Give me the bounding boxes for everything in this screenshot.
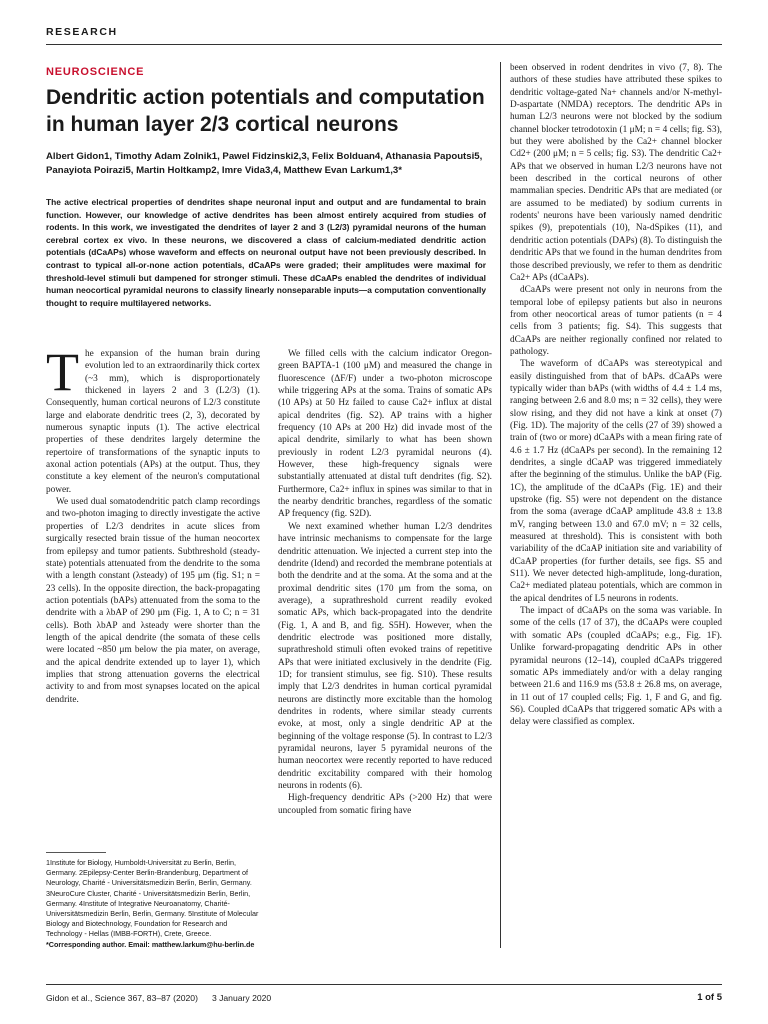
footnotes bbox=[46, 858, 260, 950]
body-column-2 bbox=[278, 348, 492, 817]
header-divider bbox=[46, 44, 722, 45]
author-list: Albert Gidon1, Timothy Adam Zolnik1, Pawel Fidzinski2,3, Felix Bolduan4, Athanasia Papoutsi5, Panayiota Poirazi5, Martin Holtkamp2, Imre Vida3,4, Matthew Evan Larkum1,3* bbox=[46, 151, 483, 176]
body-column-1 bbox=[46, 342, 260, 706]
section-header: RESEARCH bbox=[46, 26, 118, 38]
affiliations: 1Institute for Biology, Humboldt-Universität zu Berlin, Berlin, Germany. 2Epilepsy-Center Berlin-Brandenburg, Department of Neurology, Charité - Universitätsmedizin Berlin, Berlin, Germany. 3NeuroCure Cluster, Charité - Universitätsmedizin Berlin, Berlin, Germany. 4Institute of Integrative Neuroanatomy, Charité-Universitätsmedizin Berlin, Berlin, Germany. 5Institute of Molecular Biology and Biotechnology, Foundation for Research and Technology - Hellas (IMBB-FORTH), Crete, Greece. bbox=[46, 858, 259, 939]
column-divider bbox=[500, 62, 501, 948]
issue-date: 3 January 2020 bbox=[211, 993, 272, 1003]
corresponding-author: *Corresponding author. Email: matthew.larkum@hu-berlin.de bbox=[46, 939, 255, 949]
paragraph: been observed in rodent dendrites in vivo (7, 8). The authors of these studies have attributed these spikes to dendritic voltage-gated Na+ channels and/or N-methyl-D-aspartate (NMDA) receptors. The dendritic APs in human L2/3 neurons were not blocked by the sodium channel blocker tetrodotoxin (1 μM; n = 4 cells; fig. S3), but they were abolished by the Ca2+ channel blocker Cd2+ (200 μM; n = 5 cells; fig. S3). The dendritic Ca2+ APs that we observed in human L2/3 neurons have not been described in the cortical neurons of other mammalian species. Dendritic APs that are mediated (or are assumed to be mediated) by sodium currents in rodents' neurons have been variously named dendritic spikes (9), prepotentials (10), Na-dSpikes (11), and dendritic action potentials (DAPs) (8). To distinguish the dendritic APs that we found in the human dendrites from those described previously, we refer to them as dendritic Ca2+ APs (dCaAPs). bbox=[510, 63, 722, 283]
paragraph: High-frequency dendritic APs (>200 Hz) that were uncoupled from somatic firing have bbox=[278, 793, 492, 816]
footer-divider bbox=[46, 984, 722, 985]
article-title: Dendritic action potentials and computation in human layer 2/3 cortical neurons bbox=[46, 86, 485, 136]
abstract: The active electrical properties of dendrites shape neuronal input and output and are fundamental to brain function. However, our knowledge of active dendrites has been almost entirely acquired from studies of rodents. In this work, we investigated the dendrites of layer 2 and 3 (L2/3) pyramidal neurons of the human cerebral cortex ex vivo. In these neurons, we discovered a class of calcium-mediated dendritic action potentials (dCaAPs) whose waveform and effects on neuronal output have not been previously described. In contrast to typical all-or-none action potentials, dCaAPs were graded; their amplitudes were maximal for threshold-level stimuli but dampened for stronger stimuli. These dCaAPs enabled the dendrites of individual human neocortical pyramidal neurons to classify linearly nonseparable inputs—a computation conventionally thought to require multilayered networks. bbox=[46, 197, 486, 308]
paragraph: The impact of dCaAPs on the soma was variable. In some of the cells (17 of 37), the dCaAPs were coupled with somatic APs (coupled dCaAPs; e.g., Fig. 1F). Unlike forward-propagating dendritic APs in other pyramidal neurons (12–14), coupled dCaAPs triggered somatic APs immediately and/or with a delay ranging between 21.6 and 116.9 ms (53.8 ± 26.8 ms, on average, in 11 out of 17 coupled cells; Fig. 1, F and G, and fig. S6). Coupled dCaAPs that triggered somatic APs with a delay were classified as complex. bbox=[510, 606, 722, 728]
category-label: NEUROSCIENCE bbox=[46, 66, 145, 78]
intro-paragraph bbox=[46, 342, 260, 496]
paragraph: The waveform of dCaAPs was stereotypical and easily distinguished from that of bAPs. dCaAPs were typically wider than bAPs (with widths of 4.4 ± 1.4 ms, ranging between 2.6 and 8.0 ms; n = 32 cells), they were slow rising, and they did not have a kink at onset (7) (Fig. 1D). The majority of the cells (27 of 39) showed a train of (two or more) dCaAPs with a mean firing rate of 4.6 ± 1.7 Hz (dCaAPs per second). In the remaining 12 dendrites, a single dCaAP was triggered immediately after the beginning of the stimulus. Unlike the bAP (Fig. 1C), the amplitude of the dCaAPs (Fig. 1E) and their upstroke (fig. S5) were not dependent on the distance from the soma (average dCaAP amplitude 43.8 ± 13.8 mV, ranging between 13.0 and 67.0 mV; n = 32 cells, measured at threshold). This is consistent with both variability of the dCaAP initiation site and variability of dCaAP properties (for further details, see figs. S5 and S11). We never detected high-amplitude, long-duration, Ca2+ mediated plateau potentials, which are common in the apical dendrites of L5 neurons in rodents. bbox=[510, 359, 722, 604]
footnote-divider bbox=[46, 852, 106, 853]
paragraph: dCaAPs were present not only in neurons from the temporal lobe of epilepsy patients but also in neurons from other neocortical areas of tumor patients (n = 4 cells from 3 patients; fig. S4). This suggests that dCaAPs are neither regionally confined nor related to pathology. bbox=[510, 285, 722, 357]
paragraph: We next examined whether human L2/3 dendrites have intrinsic mechanisms to compensate for the large dendritic attenuation. We injected a current step into the dendrite (Idend) and recorded the membrane potentials at both the dendrite and at the soma. At the soma and at the proximal dendritic sites (170 μm from the soma, on average), a suprathreshold current readily evoked somatic APs, which back-propagated into the dendrite (Fig. 1, A and B, and fig. S5H). However, when the dendritic electrode was positioned more distally, suprathreshold stimuli often evoked trains of repetitive APs that were initiated exclusively in the dendrite (Fig. 1D; for transient stimulus, see fig. S10). These results imply that L2/3 dendrites in human cortical pyramidal neurons are distinctly more excitable than the homolog dendrites in rodents, where similar steady currents evoke, at most, only a single dendritic AP at the beginning of the voltage response (5). In contrast to L2/3 pyramidal neurons, layer 5 pyramidal neurons of the human neocortex were recently reported to have reduced dendritic excitability compared with their homolog neurons in rodents (6). bbox=[278, 521, 492, 792]
drop-cap: T bbox=[46, 342, 79, 402]
paragraph: We used dual somatodendritic patch clamp recordings and two-photon imaging to directly investigate the active properties of L2/3 dendrites in acute slices from surgically resected brain tissue of the human neocortex from epilepsy and tumor patients. Subthreshold (steady-state) potentials attenuated from the dendrite to the soma with a length constant (λsteady) of 195 μm (fig. S1; n = 23 cells). In the opposite direction, the back-propagating action potentials (bAPs) attenuated from the soma to the dendrite with a λbAP of 290 μm (Fig. 1, A to C; n = 31 cells). Both λbAP and λsteady were shorter than the length of the apical dendrite (the somata of these cells were located ~850 μm below the pia mater, on average, and the apical dendrite extended up to layer 1), which implies that strong attenuation governs the electrical activity to and from most synapses located on the apical dendrite. bbox=[46, 497, 260, 705]
citation: Gidon et al., Science 367, 83–87 (2020) bbox=[46, 993, 198, 1003]
footer-citation bbox=[46, 993, 271, 1003]
paragraph-text: he expansion of the human brain during evolution led to an extraordinarily thick cortex (~3 mm), which is disproportionately thickened in layers 2 and 3 (L2/3) (1). Consequently, human cortical neurons of L2/3 constitute large and elaborate dendritic trees (2, 3), decorated by numerous synaptic inputs (1). The active electrical properties of these dendrites largely determine the repertoire of transformations of the synaptic inputs to axonal action potentials (APs) at the output. Thus, they constitute a key element of the neuron's computational power. bbox=[46, 349, 260, 495]
body-column-3 bbox=[510, 62, 722, 729]
paragraph: We filled cells with the calcium indicator Oregon-green BAPTA-1 (100 μM) and measured the change in fluorescence (ΔF/F) under a two-photon microscope while triggering APs at the soma. Trains of somatic APs (10 APs) at 50 Hz failed to cause Ca2+ influx at distal apical dendrites (fig. S2). AP trains with a higher frequency (10 APs at 200 Hz) did invade most of the apical dendrite, similarly to what has been shown previously in rodent L2/3 pyramidal neurons (4). However, these high-frequency signals were substantially attenuated at distal tuft dendrites (fig. S2). Furthermore, Ca2+ influx in spines was similar to that in the nearby dendritic branches, regardless of the somatic AP frequency (fig. S2D). bbox=[278, 349, 492, 520]
page-number: 1 of 5 bbox=[697, 992, 722, 1003]
